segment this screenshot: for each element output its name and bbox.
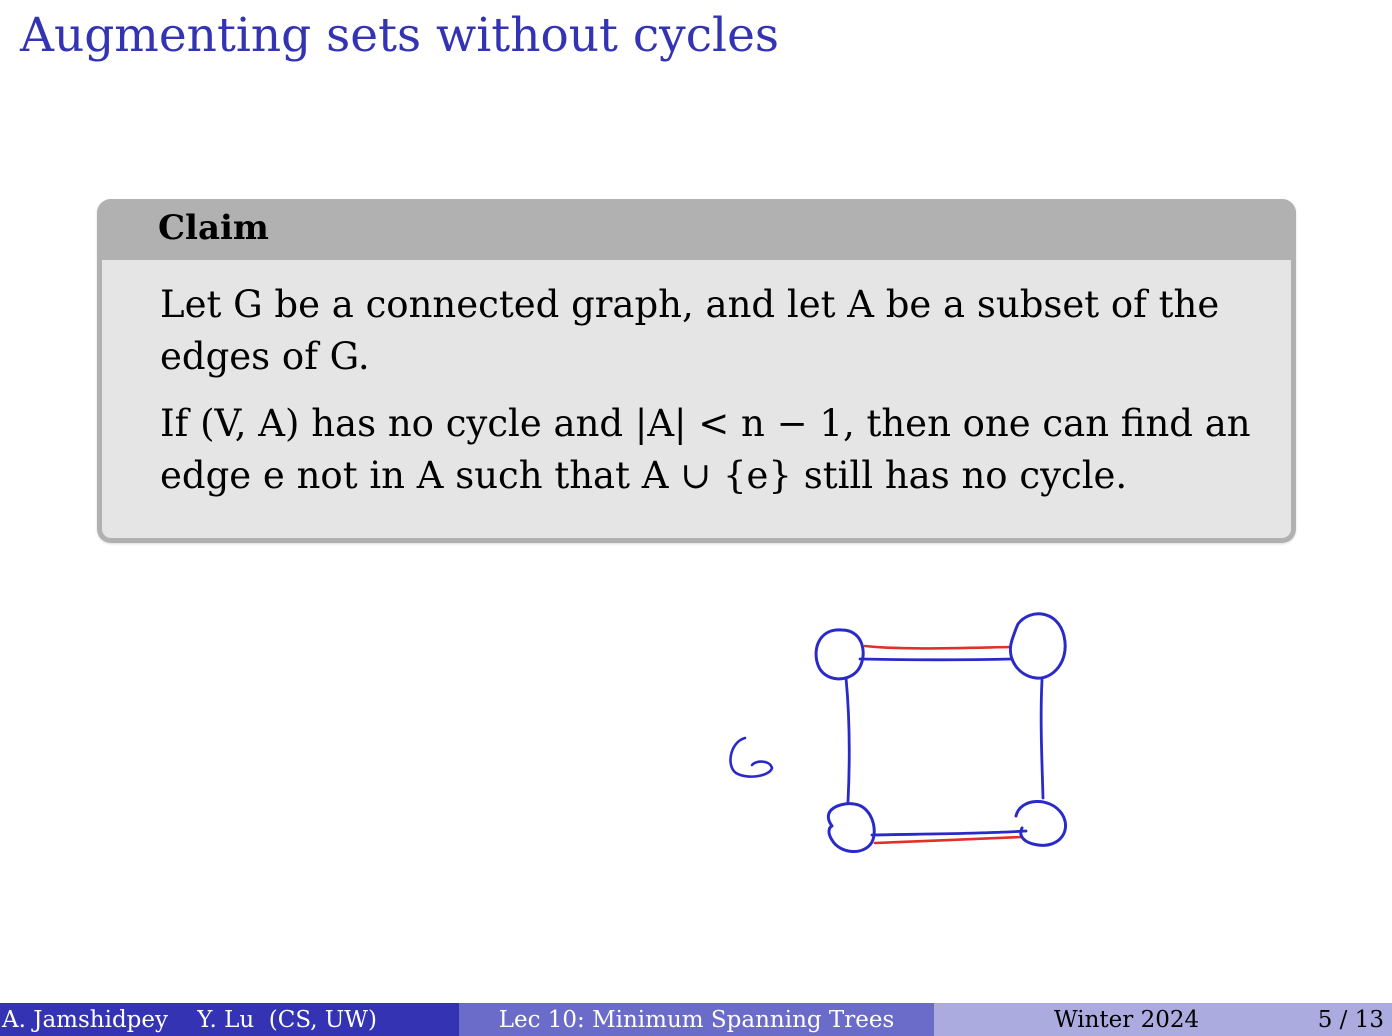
footer-date-page	[934, 1003, 1392, 1036]
edge-left	[846, 678, 849, 802]
graph-label-glyph	[730, 738, 772, 777]
footer-bar	[0, 1003, 1392, 1036]
claim-block	[97, 199, 1296, 543]
vertex-bottom-right	[1016, 801, 1066, 845]
claim-heading: Claim	[158, 208, 269, 248]
vertex-bottom-left	[828, 804, 874, 852]
edge-bottom	[872, 831, 1026, 835]
vertex-top-right	[1010, 614, 1065, 678]
claim-body	[160, 279, 1270, 502]
footer-lecture-text: Lec 10: Minimum Spanning Trees	[498, 1006, 895, 1033]
edge-top	[860, 659, 1012, 660]
vertex-top-left	[816, 630, 863, 679]
slide-title: Augmenting sets without cycles	[20, 8, 780, 63]
claim-paragraph-2: If (V, A) has no cycle and |A| < n − 1, then one can find an edge e not in A such that A ∪ {e} still has no cycle.	[160, 402, 1251, 497]
footer-page-number: 5 / 13	[1317, 1006, 1384, 1033]
footer-authors-text: A. Jamshidpey Y. Lu (CS, UW)	[2, 1006, 377, 1033]
footer-authors	[0, 1003, 459, 1036]
red-edge-bottom	[875, 837, 1022, 843]
footer-lecture	[459, 1003, 934, 1036]
red-edge-top	[865, 646, 1010, 648]
footer-term: Winter 2024	[1054, 1006, 1200, 1033]
claim-block-header	[97, 199, 1296, 260]
graph-sketch	[700, 590, 1120, 880]
edge-right	[1041, 680, 1043, 798]
claim-paragraph-1: Let G be a connected graph, and let A be a subset of the edges of G.	[160, 283, 1220, 378]
